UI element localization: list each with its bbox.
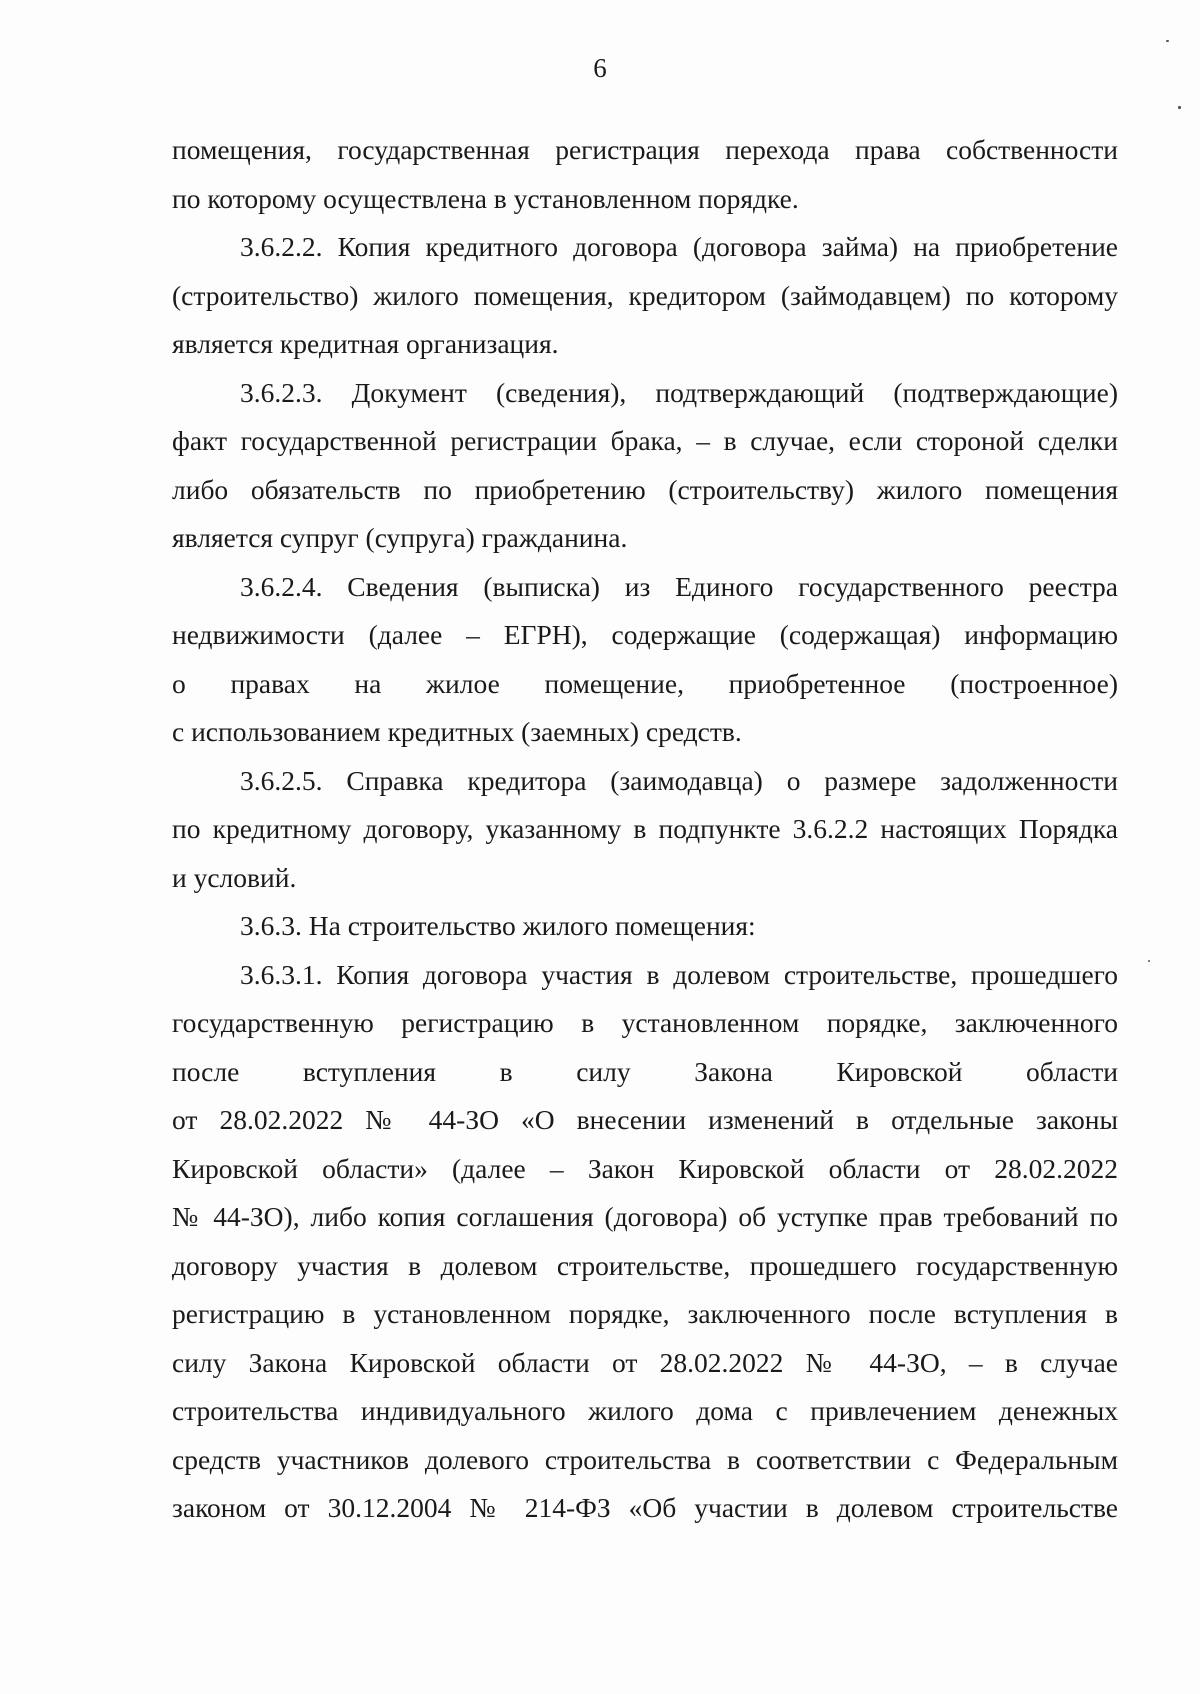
text-line: 3.6.2.5. Справка кредитора (заимодавца) о размере задолженности (240, 764, 1118, 796)
page-number: 6 (593, 53, 607, 83)
text-line: о правах на жилое помещение, приобретенное (построенное) (172, 667, 1118, 699)
text-line: является супруг (супруга) гражданина. (172, 522, 628, 553)
text-line: (строительство) жилого помещения, кредитором (займодавцем) по которому (172, 279, 1118, 311)
text-line: регистрацию в установленном порядке, заключенного после вступления в (172, 1298, 1118, 1329)
text-line: 3.6.3.1. Копия договора участия в долевом строительстве, прошедшего (240, 958, 1118, 990)
text-line: либо обязательств по приобретению (строительству) жилого помещения (172, 473, 1118, 505)
scan-speck (1166, 40, 1169, 42)
scan-speck (1148, 960, 1150, 962)
text-line: 3.6.2.4. Сведения (выписка) из Единого государственного реестра (240, 570, 1118, 602)
text-line: государственную регистрацию в установленном порядке, заключенного (172, 1007, 1118, 1038)
text-line: помещения, государственная регистрация перехода права собственности (172, 134, 1118, 165)
text-line: строительства индивидуального жилого дома с привлечением денежных (172, 1395, 1118, 1426)
text-line: 3.6.3. На строительство жилого помещения: (240, 910, 756, 941)
text-line: 3.6.2.3. Документ (сведения), подтверждающий (подтверждающие) (240, 376, 1118, 408)
text-line: силу Закона Кировской области от 28.02.2022 № 44-ЗО, – в случае (172, 1346, 1118, 1378)
text-line: Кировской области» (далее – Закон Кировской области от 28.02.2022 (172, 1152, 1118, 1184)
text-line: факт государственной регистрации брака, – в случае, если стороной сделки (172, 425, 1118, 456)
text-line: 3.6.2.2. Копия кредитного договора (договора займа) на приобретение (240, 231, 1118, 262)
text-line: с использованием кредитных (заемных) средств. (172, 716, 742, 747)
document-text (172, 126, 1118, 1533)
text-line: по кредитному договору, указанному в подпункте 3.6.2.2 настоящих Порядка (172, 813, 1118, 844)
text-line: является кредитная организация. (172, 328, 559, 359)
text-line: после вступления в силу Закона Кировской области (172, 1055, 1118, 1087)
scan-speck (1178, 106, 1181, 109)
text-line: недвижимости (далее – ЕГРН), содержащие (содержащая) информацию (172, 619, 1118, 650)
text-line: законом от 30.12.2004 № 214-ФЗ «Об участии в долевом строительстве (172, 1492, 1118, 1523)
text-line: средств участников долевого строительства в соответствии с Федеральным (172, 1443, 1118, 1475)
text-line: и условий. (172, 861, 297, 893)
text-line: договору участия в долевом строительстве, прошедшего государственную (172, 1249, 1118, 1281)
text-line: по которому осуществлена в установленном порядке. (172, 182, 799, 214)
text-line: № 44-ЗО), либо копия соглашения (договора) об уступке прав требований по (172, 1201, 1118, 1232)
text-line: от 28.02.2022 № 44-ЗО «О внесении изменений в отдельные законы (172, 1104, 1118, 1135)
